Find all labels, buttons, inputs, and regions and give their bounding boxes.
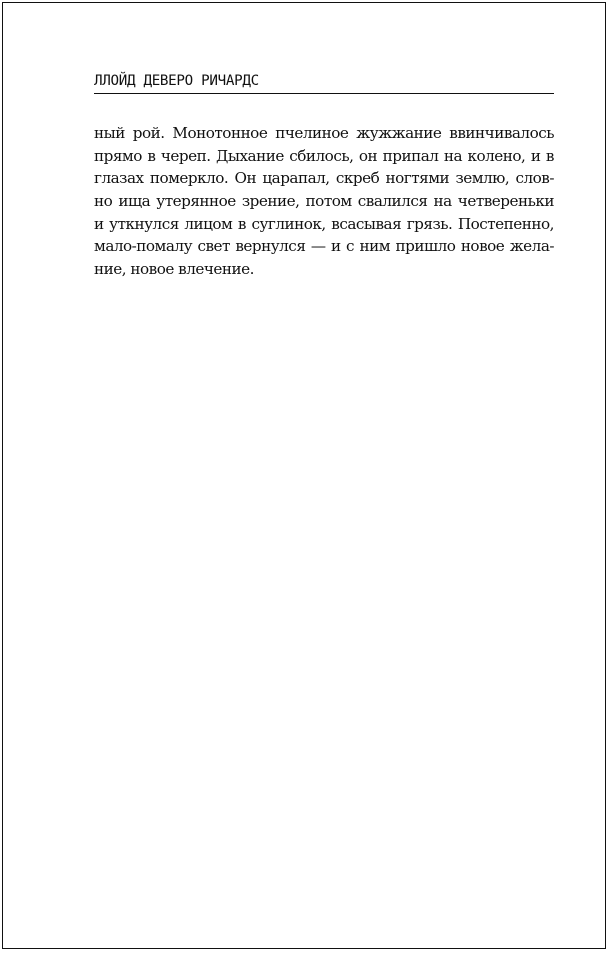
text-line: мало-помалу свет вернулся — и с ним пришло новое жела- — [94, 237, 554, 256]
text-line: ный рой. Монотонное пчелиное жужжание ввинчивалось — [94, 124, 554, 142]
header-rule — [94, 93, 554, 94]
text-line: прямо в череп. Дыхание сбилось, он припал на колено, и в — [94, 146, 554, 165]
text-line: ние, новое влечение. — [94, 260, 254, 279]
text-line: и уткнулся лицом в суглинок, всасывая грязь. Постепенно, — [94, 214, 554, 233]
text-line: глазах померкло. Он царапал, скреб ногтями землю, слов- — [94, 169, 554, 188]
running-head-author: ЛЛОЙД ДЕВЕРО РИЧАРДС — [94, 73, 259, 89]
body-paragraph — [94, 122, 554, 281]
page — [2, 2, 606, 949]
text-line: но ища утерянное зрение, потом свалился на четвереньки — [94, 192, 554, 211]
